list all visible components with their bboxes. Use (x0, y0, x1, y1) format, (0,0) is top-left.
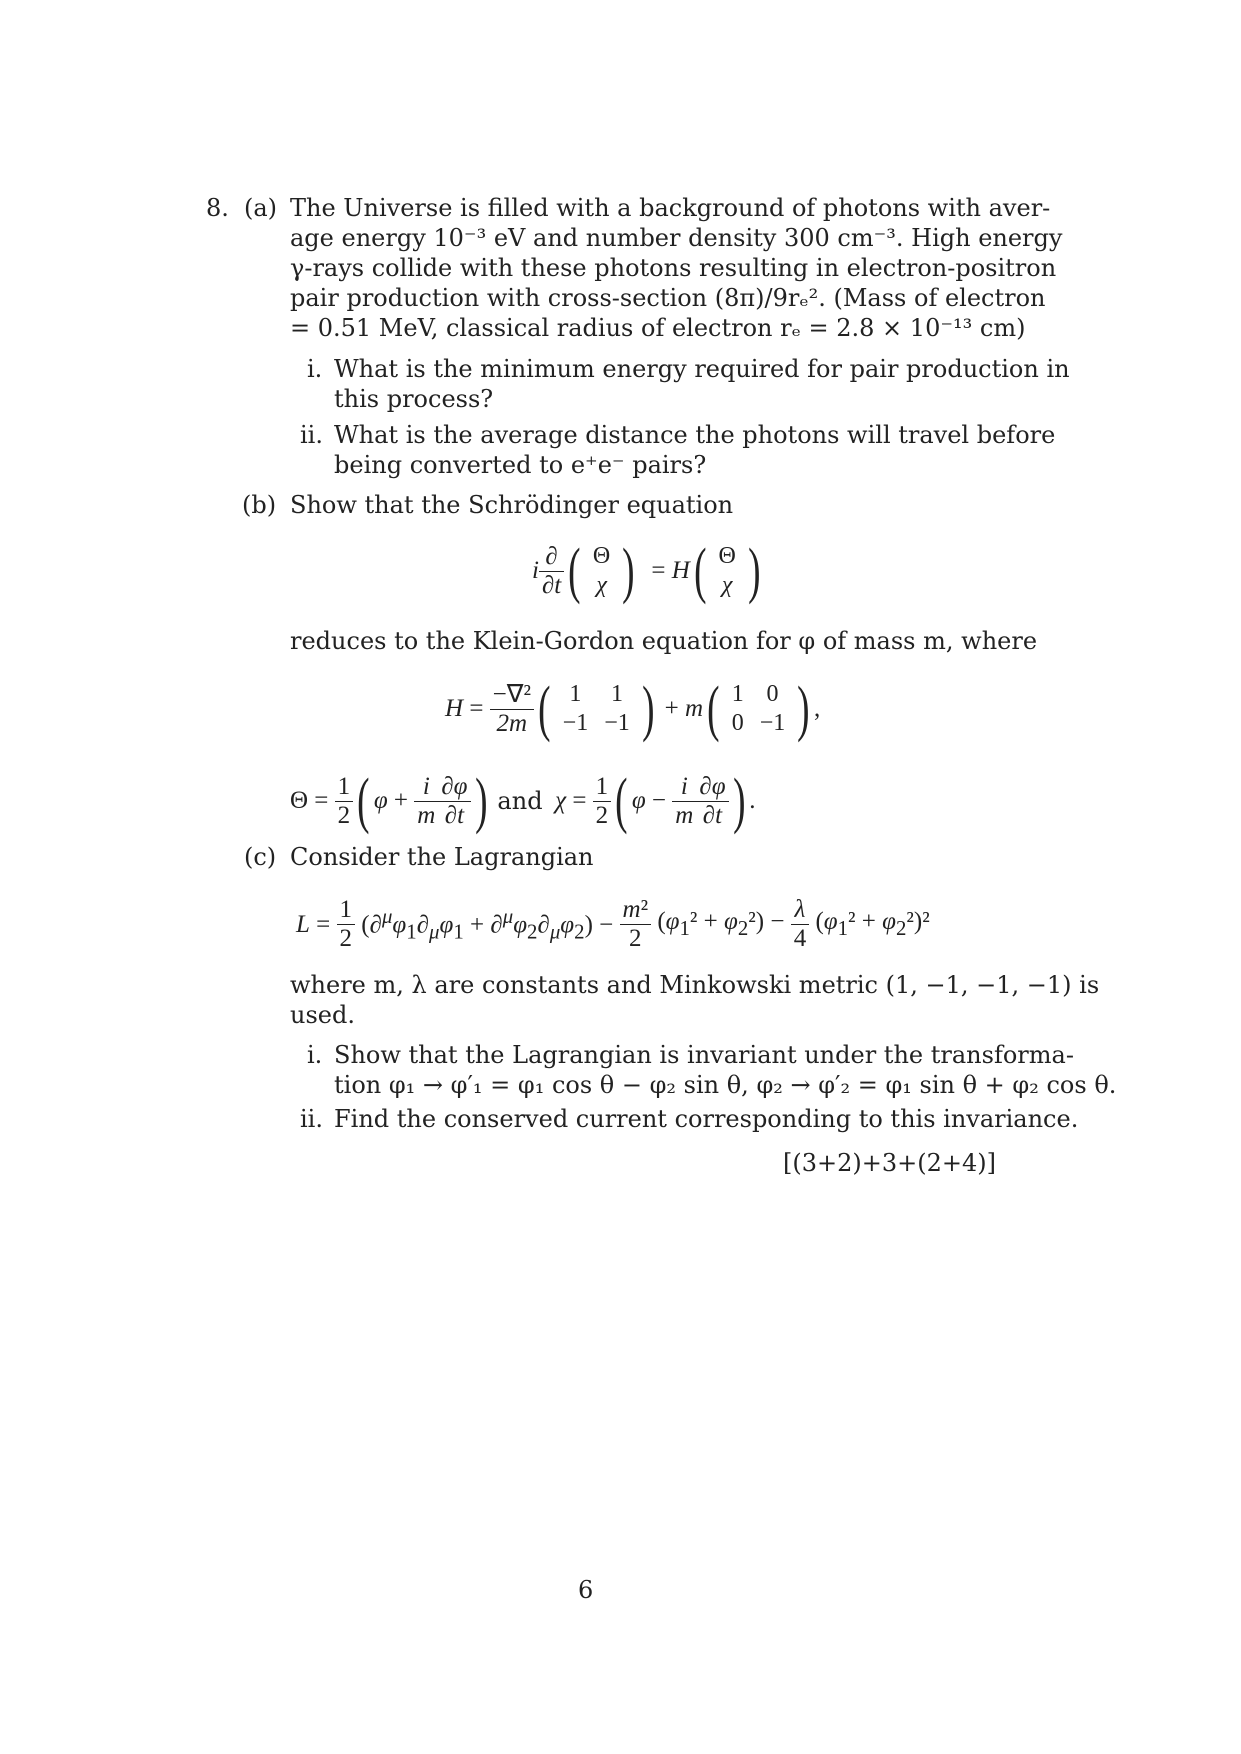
part-a-line: pair production with cross-section (8π)/9rₑ². (Mass of electron (290, 284, 1046, 312)
part-a-sub-i-line: What is the minimum energy required for pair production in (334, 355, 1070, 383)
part-a-sub-ii-line: What is the average distance the photons will travel before (334, 421, 1056, 449)
part-b-intro: Show that the Schrödinger equation (290, 491, 734, 519)
part-a-sub-i-label: i. (307, 355, 323, 383)
part-c-sub-i-line: Show that the Lagrangian is invariant under the transforma- (334, 1041, 1074, 1069)
part-b-after: reduces to the Klein-Gordon equation for φ of mass m, where (290, 627, 1038, 655)
part-c-sub-i-label: i. (307, 1041, 323, 1069)
part-a-sub-ii-label: ii. (300, 421, 323, 449)
part-a-sub-ii-line: being converted to e⁺e⁻ pairs? (334, 451, 707, 479)
part-a-sub-i-line: this process? (334, 385, 494, 413)
part-c-sub-ii-label: ii. (300, 1105, 323, 1133)
and-word: and (497, 787, 543, 815)
part-c-sub-i-line: tion φ₁ → φ′₁ = φ₁ cos θ − φ₂ sin θ, φ₂ → φ′₂ = φ₁ sin θ + φ₂ cos θ. (334, 1071, 1117, 1099)
part-a-line: γ-rays collide with these photons resulting in electron-positron (290, 254, 1057, 282)
part-c-where-line: used. (290, 1001, 355, 1029)
question-number: 8. (206, 194, 229, 222)
part-c-sub-ii-line: Find the conserved current corresponding to this invariance. (334, 1105, 1079, 1133)
part-c-where-line: where m, λ are constants and Minkowski metric (1, −1, −1, −1) is (290, 971, 1100, 999)
part-b-label: (b) (242, 491, 277, 519)
theta-chi-definitions: Θ = $\frac{1}{2}$ ( φ + $\frac{i}{m}$ $\frac{\partial\varphi}{\partial t}$ ) and χ = $\frac{1}{2}$ ( φ − $\frac{i}{m}$ $\frac{\partial\varphi}{\partial t}$ ) . (290, 767, 756, 835)
marks-allocation: [(3+2)+3+(2+4)] (783, 1149, 996, 1177)
schrodinger-equation: i $\frac{\partial}{\partial t}$ ( Θ χ ) = H( Θ χ ) (532, 537, 761, 605)
hamiltonian-equation: H = $\frac{\text{−∇²}}{2m}$ ( 1 1 −1 −1 ) + m( 1 0 0 −1 ) , (445, 675, 821, 743)
lagrangian-equation: L = $\frac{1}{2}$ $(\partial^\mu\varphi_1\partial_\mu\varphi_1 + \partial^\mu\varphi_2\partial_\mu\varphi_2)$ − $\frac{\text{m²}}{2}$ $(\varphi_1^2 + \varphi_2^2)$ − $\frac{\lambda}{4}$ $(\varphi_1^2 + \varphi_2^2)^2$ (296, 896, 930, 952)
part-a-label: (a) (244, 194, 278, 222)
part-c-intro: Consider the Lagrangian (290, 843, 594, 871)
page-number: 6 (578, 1576, 594, 1604)
part-a-line: age energy 10⁻³ eV and number density 300 cm⁻³. High energy (290, 224, 1063, 252)
part-a-line: The Universe is filled with a background of photons with aver- (290, 194, 1051, 222)
part-c-label: (c) (244, 843, 277, 871)
part-a-line: = 0.51 MeV, classical radius of electron rₑ = 2.8 × 10⁻¹³ cm) (290, 314, 1026, 342)
